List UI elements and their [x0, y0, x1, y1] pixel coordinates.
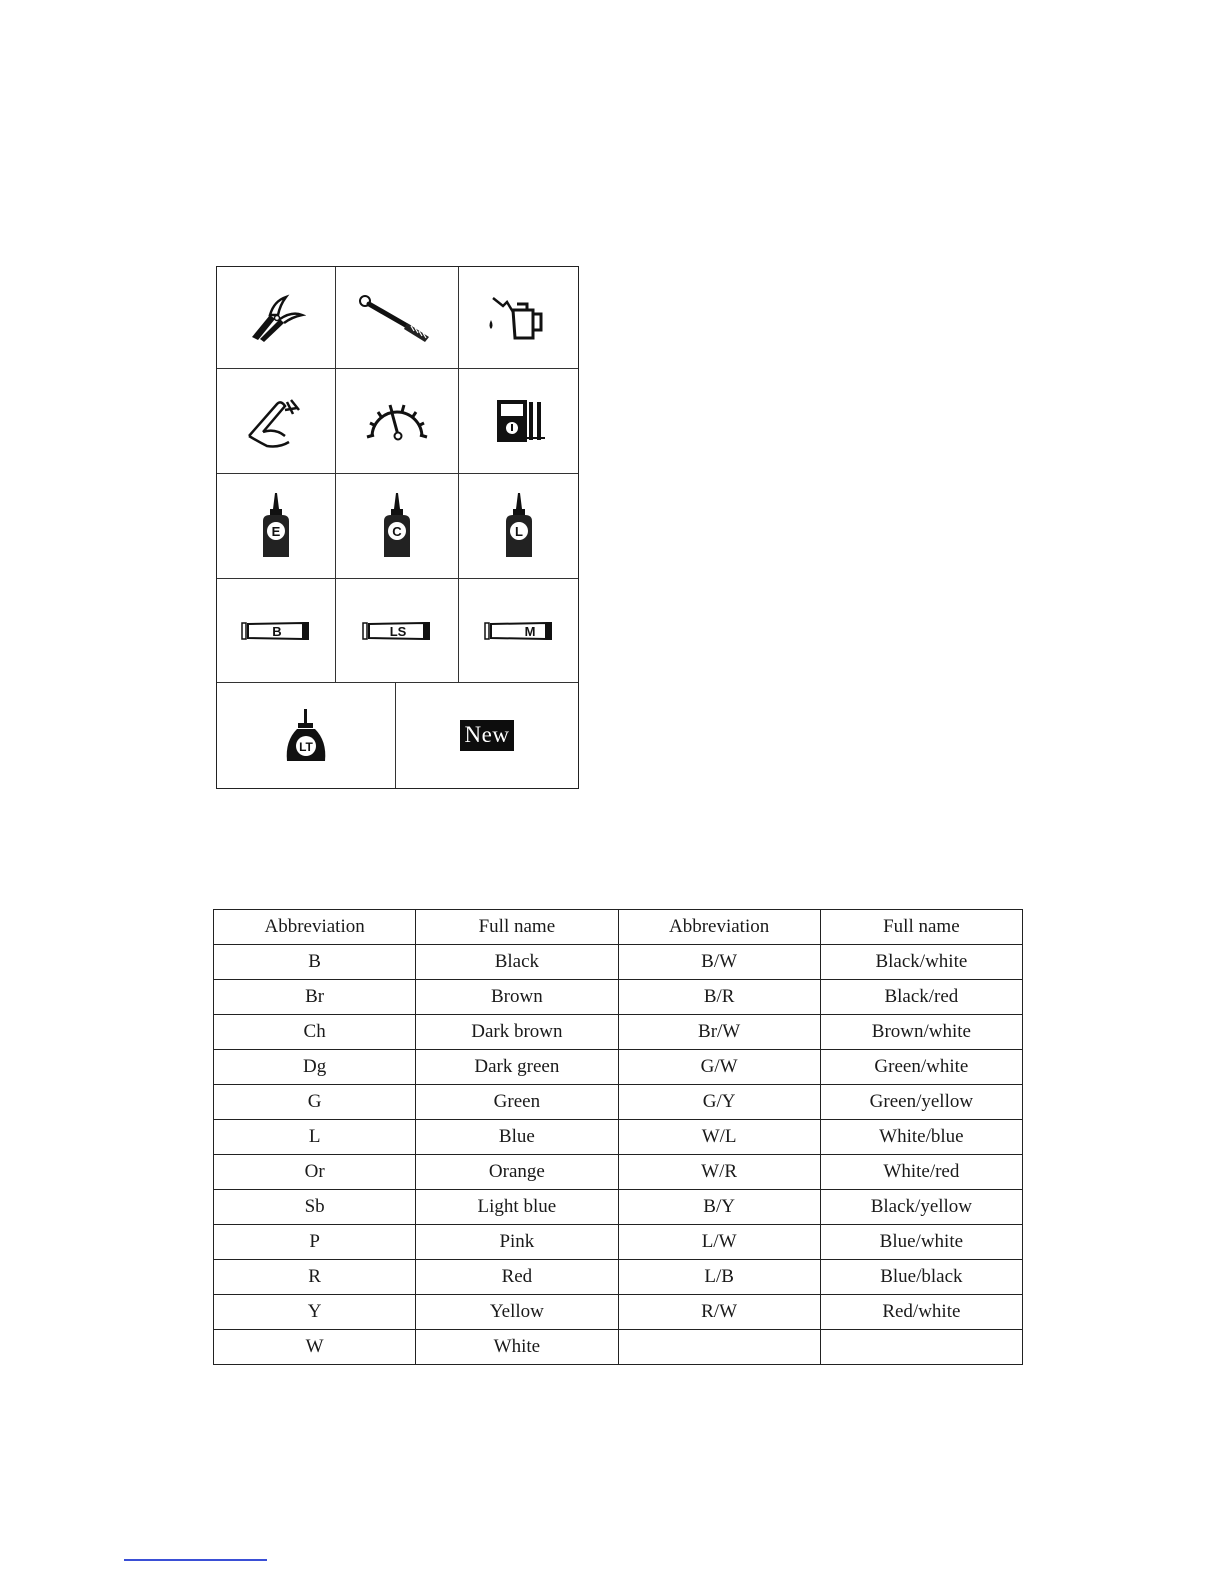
table-cell: Black: [416, 945, 618, 980]
table-cell: Blue/white: [820, 1225, 1022, 1260]
table-cell: White/red: [820, 1155, 1022, 1190]
table-cell: Yellow: [416, 1295, 618, 1330]
bottle-c-icon: [336, 474, 458, 578]
gauge-dial-icon: [336, 369, 458, 473]
table-cell: Light blue: [416, 1190, 618, 1225]
table-cell: Red: [416, 1260, 618, 1295]
table-cell: Blue: [416, 1120, 618, 1155]
table-row: [214, 1015, 1023, 1050]
table-row: [214, 1190, 1023, 1225]
table-cell: B/R: [618, 980, 820, 1015]
torque-wrench-icon: [336, 267, 458, 368]
new-part-icon: [396, 683, 578, 788]
footnote-divider: [124, 1559, 267, 1561]
bottle-letter: LT: [299, 739, 313, 754]
table-cell: Green/white: [820, 1050, 1022, 1085]
bottle-letter: C: [392, 524, 402, 539]
table-cell: R: [214, 1260, 416, 1295]
table-row: [214, 1330, 1023, 1365]
bottle-letter: E: [271, 524, 281, 539]
bottle-lt-icon: [217, 683, 395, 788]
table-cell: Black/red: [820, 980, 1022, 1015]
table-cell: Dark brown: [416, 1015, 618, 1050]
table-cell: [618, 1330, 820, 1365]
table-row: [214, 945, 1023, 980]
tube-letter: B: [272, 623, 282, 639]
column-header: Abbreviation: [618, 910, 820, 945]
table-cell: Y: [214, 1295, 416, 1330]
wire-color-table: [213, 909, 1023, 1365]
table-cell: Dg: [214, 1050, 416, 1085]
multimeter-icon: [459, 369, 578, 473]
table-cell: Brown/white: [820, 1015, 1022, 1050]
table-cell: Green: [416, 1085, 618, 1120]
table-cell: Pink: [416, 1225, 618, 1260]
table-cell: L/W: [618, 1225, 820, 1260]
table-cell: [820, 1330, 1022, 1365]
table-row: [214, 1155, 1023, 1190]
table-cell: P: [214, 1225, 416, 1260]
table-cell: G/Y: [618, 1085, 820, 1120]
table-row: [214, 1295, 1023, 1330]
bottle-l-icon: [459, 474, 578, 578]
table-cell: Orange: [416, 1155, 618, 1190]
tube-letter: LS: [389, 623, 407, 639]
oil-can-icon: [459, 267, 578, 368]
table-cell: Or: [214, 1155, 416, 1190]
bottle-e-icon: [217, 474, 335, 578]
table-cell: Black/white: [820, 945, 1022, 980]
table-cell: Black/yellow: [820, 1190, 1022, 1225]
table-cell: Brown: [416, 980, 618, 1015]
tube-m-icon: [459, 579, 578, 682]
table-cell: Red/white: [820, 1295, 1022, 1330]
table-cell: B/Y: [618, 1190, 820, 1225]
table-cell: G: [214, 1085, 416, 1120]
table-row: [214, 1085, 1023, 1120]
table-row: [214, 1260, 1023, 1295]
tube-b-icon: [217, 579, 335, 682]
table-cell: Sb: [214, 1190, 416, 1225]
pliers-icon: [217, 267, 335, 368]
table-cell: White: [416, 1330, 618, 1365]
tool-symbol-grid: [216, 266, 579, 789]
table-cell: R/W: [618, 1295, 820, 1330]
table-cell: W/R: [618, 1155, 820, 1190]
table-cell: Br/W: [618, 1015, 820, 1050]
table-cell: G/W: [618, 1050, 820, 1085]
column-header: Full name: [416, 910, 618, 945]
table-row: [214, 980, 1023, 1015]
bottle-letter: L: [514, 524, 523, 539]
table-header-row: [214, 910, 1023, 945]
column-header: Full name: [820, 910, 1022, 945]
table-cell: Br: [214, 980, 416, 1015]
table-cell: L: [214, 1120, 416, 1155]
tube-letter: M: [524, 623, 535, 639]
table-cell: Blue/black: [820, 1260, 1022, 1295]
table-row: [214, 1120, 1023, 1155]
table-cell: B/W: [618, 945, 820, 980]
table-cell: W/L: [618, 1120, 820, 1155]
caliper-icon: [217, 369, 335, 473]
tube-ls-icon: [336, 579, 458, 682]
new-label: New: [460, 720, 515, 751]
table-row: [214, 1050, 1023, 1085]
column-header: Abbreviation: [214, 910, 416, 945]
table-cell: L/B: [618, 1260, 820, 1295]
table-cell: B: [214, 945, 416, 980]
table-cell: Dark green: [416, 1050, 618, 1085]
table-row: [214, 1225, 1023, 1260]
table-cell: Ch: [214, 1015, 416, 1050]
table-cell: White/blue: [820, 1120, 1022, 1155]
table-cell: W: [214, 1330, 416, 1365]
table-cell: Green/yellow: [820, 1085, 1022, 1120]
